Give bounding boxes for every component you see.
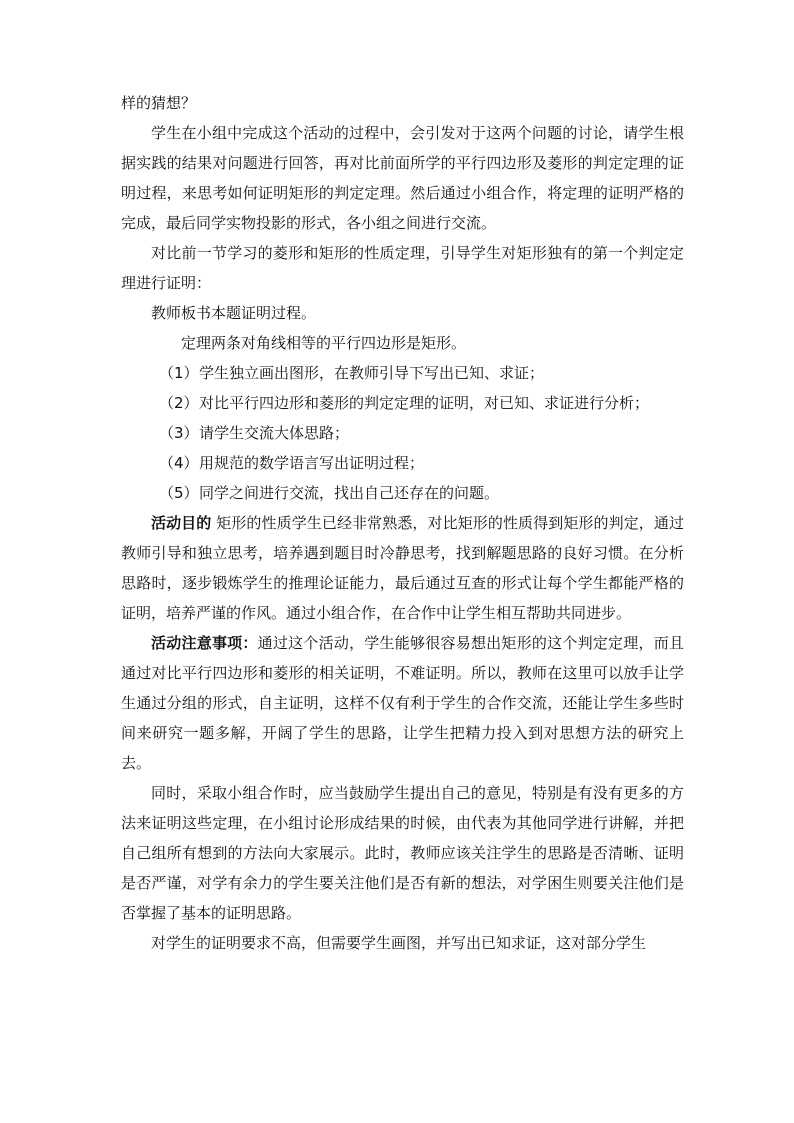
step-number: （5） [159, 484, 199, 502]
theorem-statement [121, 328, 684, 358]
list-item [121, 388, 684, 418]
paragraph-activity-discussion: 学生在小组中完成这个活动的过程中，会引发对于这两个问题的讨论，请学生根据实践的结果对问题进行回答，再对比前面所学的平行四边形及菱形的判定定理的证明过程，来思考如何证明矩形的判定定理。然后通过小组合作，将定理的证明严格的完成，最后同学实物投影的形式，各小组之间进行交流。 [121, 124, 684, 232]
paragraph-continuation: 样的猜想？ [121, 94, 197, 112]
step-text: 同学之间进行交流，找出自己还存在的问题。 [199, 484, 500, 502]
step-text: 用规范的数学语言写出证明过程； [199, 454, 425, 472]
activity-purpose-text: 矩形的性质学生已经非常熟悉，对比矩形的性质得到矩形的判定，通过教师引导和独立思考，培养遇到题目时冷静思考，找到解题思路的良好习惯。在分析思路时，逐步锻炼学生的推理论证能力，最后通过互查的形式让每个学生都能严格的证明，培养严谨的作风。通过小组合作，在合作中让学生相互帮助共同进步。 [121, 514, 684, 622]
list-item [121, 478, 684, 508]
paragraph-teacher-board: 教师板书本题证明过程。 [151, 304, 317, 322]
proof-steps-list [121, 358, 684, 508]
list-item [121, 358, 684, 388]
document-body [121, 88, 684, 958]
paragraph-proof-requirements: 对学生的证明要求不高，但需要学生画图，并写出已知求证，这对部分学生 [151, 934, 647, 952]
paragraph-activity-purpose [121, 508, 684, 628]
activity-notes-label: 活动注意事项： [151, 634, 258, 652]
step-number: （3） [159, 424, 199, 442]
step-text: 对比平行四边形和菱形的判定定理的证明，对已知、求证进行分析； [199, 394, 650, 412]
activity-purpose-label: 活动目的 [151, 514, 212, 532]
step-number: （2） [159, 394, 199, 412]
theorem-label: 定理 [181, 334, 212, 352]
paragraph-activity-notes [121, 628, 684, 778]
step-text: 学生独立画出图形，在教师引导下写出已知、求证； [199, 364, 545, 382]
step-number: （1） [159, 364, 199, 382]
theorem-text: 两条对角线相等的平行四边形是矩形。 [211, 334, 467, 352]
list-item [121, 418, 684, 448]
step-text: 请学生交流大体思路； [199, 424, 350, 442]
paragraph-compare-theorems: 对比前一节学习的菱形和矩形的性质定理，引导学生对矩形独有的第一个判定定理进行证明： [121, 244, 684, 292]
paragraph-group-cooperation: 同时，采取小组合作时，应当鼓励学生提出自己的意见，特别是有没有更多的方法来证明这些定理，在小组讨论形成结果的时候，由代表为其他同学进行讲解，并把自己组所有想到的方法向大家展示。此时，教师应该关注学生的思路是否清晰、证明是否严谨，对学有余力的学生要关注他们是否有新的想法，对学困生则要关注他们是否掌握了基本的证明思路。 [121, 784, 684, 922]
step-number: （4） [159, 454, 199, 472]
list-item [121, 448, 684, 478]
activity-notes-text: 通过这个活动，学生能够很容易想出矩形的这个判定定理，而且通过对比平行四边形和菱形的相关证明，不难证明。所以，教师在这里可以放手让学生通过分组的形式，自主证明，这样不仅有利于学生的合作交流，还能让学生多些时间来研究一题多解，开阔了学生的思路，让学生把精力投入到对思想方法的研究上去。 [121, 634, 684, 772]
